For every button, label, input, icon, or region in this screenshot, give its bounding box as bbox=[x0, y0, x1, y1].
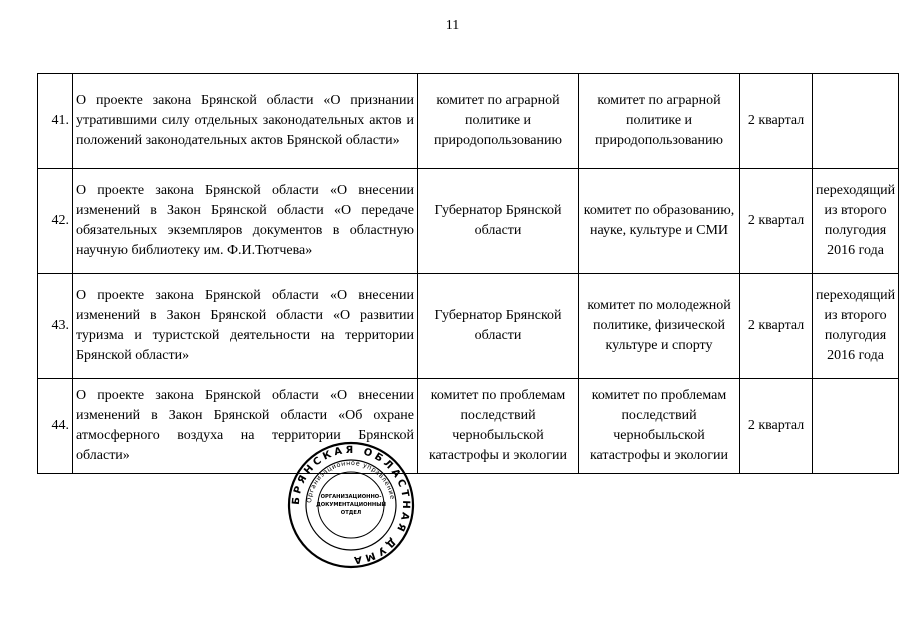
row-number: 41. bbox=[38, 74, 73, 169]
stamp-center-line: ОТДЕЛ bbox=[340, 510, 362, 516]
deadline-cell: 2 квартал bbox=[740, 74, 813, 169]
committee-cell: комитет по проблемам последствий чернобыльской катастрофы и экологии bbox=[579, 379, 740, 474]
bill-title: О проекте закона Брянской области «О внесении изменений в Закон Брянской области «О передаче обязательных экземпляров документов в областную научную библиотеку им. Ф.И.Тютчева» bbox=[73, 169, 418, 274]
bill-title: О проекте закона Брянской области «О признании утратившими силу отдельных законодательных актов и положений законодательных актов Брянской области» bbox=[73, 74, 418, 169]
plan-table bbox=[37, 73, 899, 474]
row-number: 43. bbox=[38, 274, 73, 379]
row-number: 44. bbox=[38, 379, 73, 474]
deadline-cell: 2 квартал bbox=[740, 274, 813, 379]
note-cell bbox=[813, 74, 899, 169]
table-row bbox=[38, 169, 899, 274]
official-stamp bbox=[286, 440, 416, 570]
note-cell bbox=[813, 379, 899, 474]
responsible-cell: комитет по проблемам последствий чернобыльской катастрофы и экологии bbox=[418, 379, 579, 474]
note-cell: переходящий из второго полугодия 2016 года bbox=[813, 169, 899, 274]
page-number: 11 bbox=[445, 18, 460, 33]
responsible-cell: Губернатор Брянской области bbox=[418, 274, 579, 379]
responsible-cell: комитет по аграрной политике и природопользованию bbox=[418, 74, 579, 169]
stamp-outer-text: БРЯНСКАЯ ОБЛАСТНАЯ ДУМА bbox=[290, 444, 412, 566]
row-number: 42. bbox=[38, 169, 73, 274]
stamp-center-line: ОРГАНИЗАЦИОННО- bbox=[320, 494, 382, 500]
bill-title: О проекте закона Брянской области «О внесении изменений в Закон Брянской области «О развитии туризма и туристской деятельности на территории Брянской области» bbox=[73, 274, 418, 379]
deadline-cell: 2 квартал bbox=[740, 379, 813, 474]
responsible-cell: Губернатор Брянской области bbox=[418, 169, 579, 274]
stamp-inner-text: Организационное управление bbox=[304, 458, 397, 504]
committee-cell: комитет по образованию, науке, культуре и СМИ bbox=[579, 169, 740, 274]
stamp-center-line: ДОКУМЕНТАЦИОННЫЙ bbox=[316, 502, 386, 508]
committee-cell: комитет по молодежной политике, физической культуре и спорту bbox=[579, 274, 740, 379]
deadline-cell: 2 квартал bbox=[740, 169, 813, 274]
committee-cell: комитет по аграрной политике и природопользованию bbox=[579, 74, 740, 169]
table-row bbox=[38, 379, 899, 474]
table-row bbox=[38, 74, 899, 169]
note-cell: переходящий из второго полугодия 2016 года bbox=[813, 274, 899, 379]
bill-title: О проекте закона Брянской области «О внесении изменений в Закон Брянской области «Об охране атмосферного воздуха на территории Брянской области» bbox=[73, 379, 418, 474]
table-row bbox=[38, 274, 899, 379]
